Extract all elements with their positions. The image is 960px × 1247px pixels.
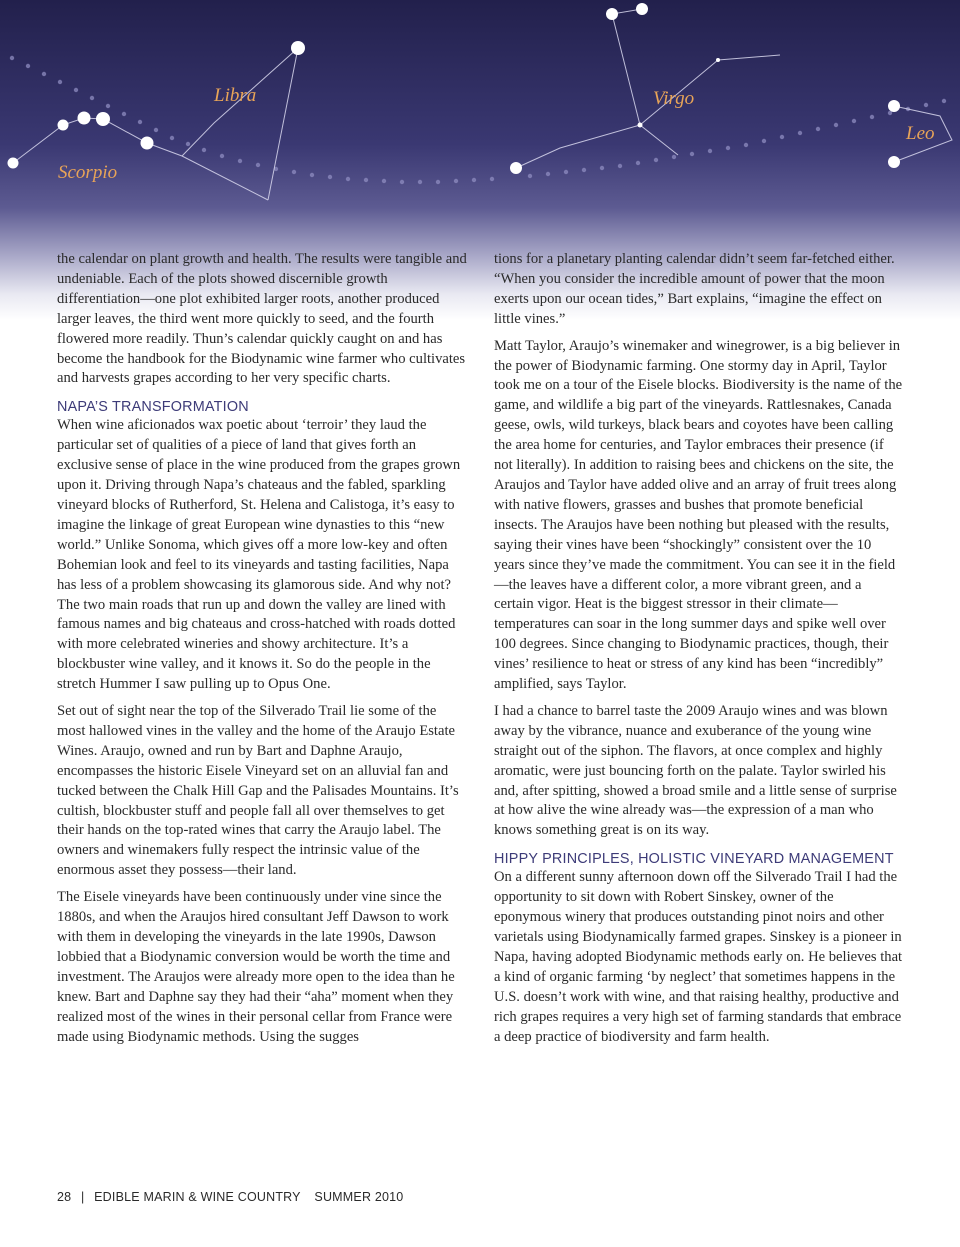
publication-name: EDIBLE MARIN & WINE COUNTRY xyxy=(94,1190,301,1204)
article-column-left xyxy=(57,250,467,1054)
paragraph: On a different sunny afternoon down off the Silverado Trail I had the opportunity to sit down with Robert Sinskey, owner of the eponymous winery that produces outstanding pinot noirs and other varietals using Biodynamically farmed grapes. Sinskey is a pioneer in Napa, having adopted Biodynamic methods early on. He believes that a kind of organic farming ‘by neglect’ that sometimes happens in the U.S. doesn’t work with wine, and that raising healthy, productive and rich grapes requires a very high set of farming standards that embrace a deep practice of biodiversity and farm health. xyxy=(494,869,903,1045)
label-libra: Libra xyxy=(214,85,257,106)
section-heading: HIPPY PRINCIPLES, HOLISTIC VINEYARD MANAGEMENT xyxy=(494,851,894,868)
paragraph: When wine aficionados wax poetic about ‘terroir’ they laud the particular set of qualities of a piece of land that gives forth an exclusive sense of place in the wine produced from the grapes grown upon it. Driving through Napa’s chateaus and the fabled, sparkling vineyard blocks of Rutherford, St. Helena and Calistoga, it’s easy to imagine the linkage of great European wine dynasties to this “new world.” Unlike Sonoma, which gives off a more low-key and often Bohemian look and feel to its vineyards and tasting facilities, Napa has less of a problem showcasing its glamorous side. And why not? The two main roads that run up and down the valley are lined with famous names and big chateaus and cross-hatched with roads dotted with more celebrated wineries and showy architecture. It’s a blockbuster wine valley, and it knows it. So do the people in the stretch Hummer I saw pulling up to Opus One. xyxy=(57,417,461,693)
paragraph: Set out of sight near the top of the Silverado Trail lie some of the most hallowed vines in the valley and the home of the Araujo Estate Wines. Araujo, owned and run by Bart and Daphne Araujo, encompasses the historic Eisele Vineyard set on an alluvial fan and tucked between the Chalk Hill Gap and the Palisades Mountains. It’s cultish, blockbuster stuff and people fall all over themselves to get their hands on the top-rated wines that carry the Araujo label. The owners and winemakers fully respect the intrinsic value of the enormous asset they possess—their land. xyxy=(57,703,459,879)
page-number: 28 xyxy=(57,1190,72,1204)
paragraph: I had a chance to barrel taste the 2009 Araujo wines and was blown away by the vibrance, nuance and exuberance of the young wine straight out of the siphon. The flavors, at once complex and highly aromatic, were just bouncing forth on the palate. Taylor swirled his and, after spitting, showed a broad smile and a little sense of surprise at how alive the wine already was—the expression of a man who knows something great is on its way. xyxy=(494,702,897,839)
paragraph: Matt Taylor, Araujo’s winemaker and winegrower, is a big believer in the power of Biodynamic farming. One stormy day in April, Taylor took me on a tour of the Eisele blocks. Biodiversity is the name of the game, and wildlife a big part of the vineyards. Rattlesnakes, Canada geese, owls, wild turkeys, black bears and coyotes have been calling the area home for centuries, and Taylor embraces their presence (if not literally). In addition to raising bees and chickens on the site, the Araujos and Taylor have added olive and an array of fruit trees along with native flowers, grasses and bushes that promote beneficial insects. The Araujos have been nothing but pleased with the results, saying their vines have been “shockingly” consistent over the 10 years since they’ve made the commitment. You can see it in the field—the leaves have a different color, a more vibrant green, and a certain vigor. Heat is the biggest stressor in their climate—temperatures can soar in the long summer days and spike well over 100 degrees. Since changing to Biodynamic practices, though, their vines’ resilience to heat or stress of any kind has been “incredibly” amplified, says Taylor. xyxy=(494,337,903,693)
paragraph: tions for a planetary planting calendar didn’t seem far-fetched either. “When you consider the incredible amount of power that the moon exerts upon our ocean tides,” Bart explains, “imagine the effect on little vines.” xyxy=(494,251,895,327)
paragraph: the calendar on plant growth and health. The results were tangible and undeniable. Each of the plots showed discernible growth differentiation—one plot exhibited larger roots, another produced larger leaves, the third went more quickly to seed, and the fourth flowered more readily. Thun’s calendar quickly caught on and has become the handbook for the Biodynamic wine farmer who cultivates and harvests grapes according to her very specific charts. xyxy=(57,251,467,387)
label-leo: Leo xyxy=(906,123,935,144)
label-virgo: Virgo xyxy=(653,88,695,109)
label-scorpio: Scorpio xyxy=(58,162,118,183)
article-column-right xyxy=(494,250,904,1054)
paragraph: The Eisele vineyards have been continuously under vine since the 1880s, and when the Araujos hired consultant Jeff Dawson to work with them in developing the vineyards in the late 1990s, Dawson lobbied that a Biodynamic conversion would be worth the time and investment. The Araujos were already more open to the idea than he knew. Bart and Daphne say they had their “aha” moment when they realized most of the wines in their personal cellar from France were made using Biodynamic methods. Using the sugges xyxy=(57,889,455,1045)
page-footer xyxy=(57,1190,403,1204)
section-heading: NAPA’S TRANSFORMATION xyxy=(57,399,249,416)
issue-date: SUMMER 2010 xyxy=(314,1190,404,1204)
footer-separator: | xyxy=(81,1190,85,1204)
